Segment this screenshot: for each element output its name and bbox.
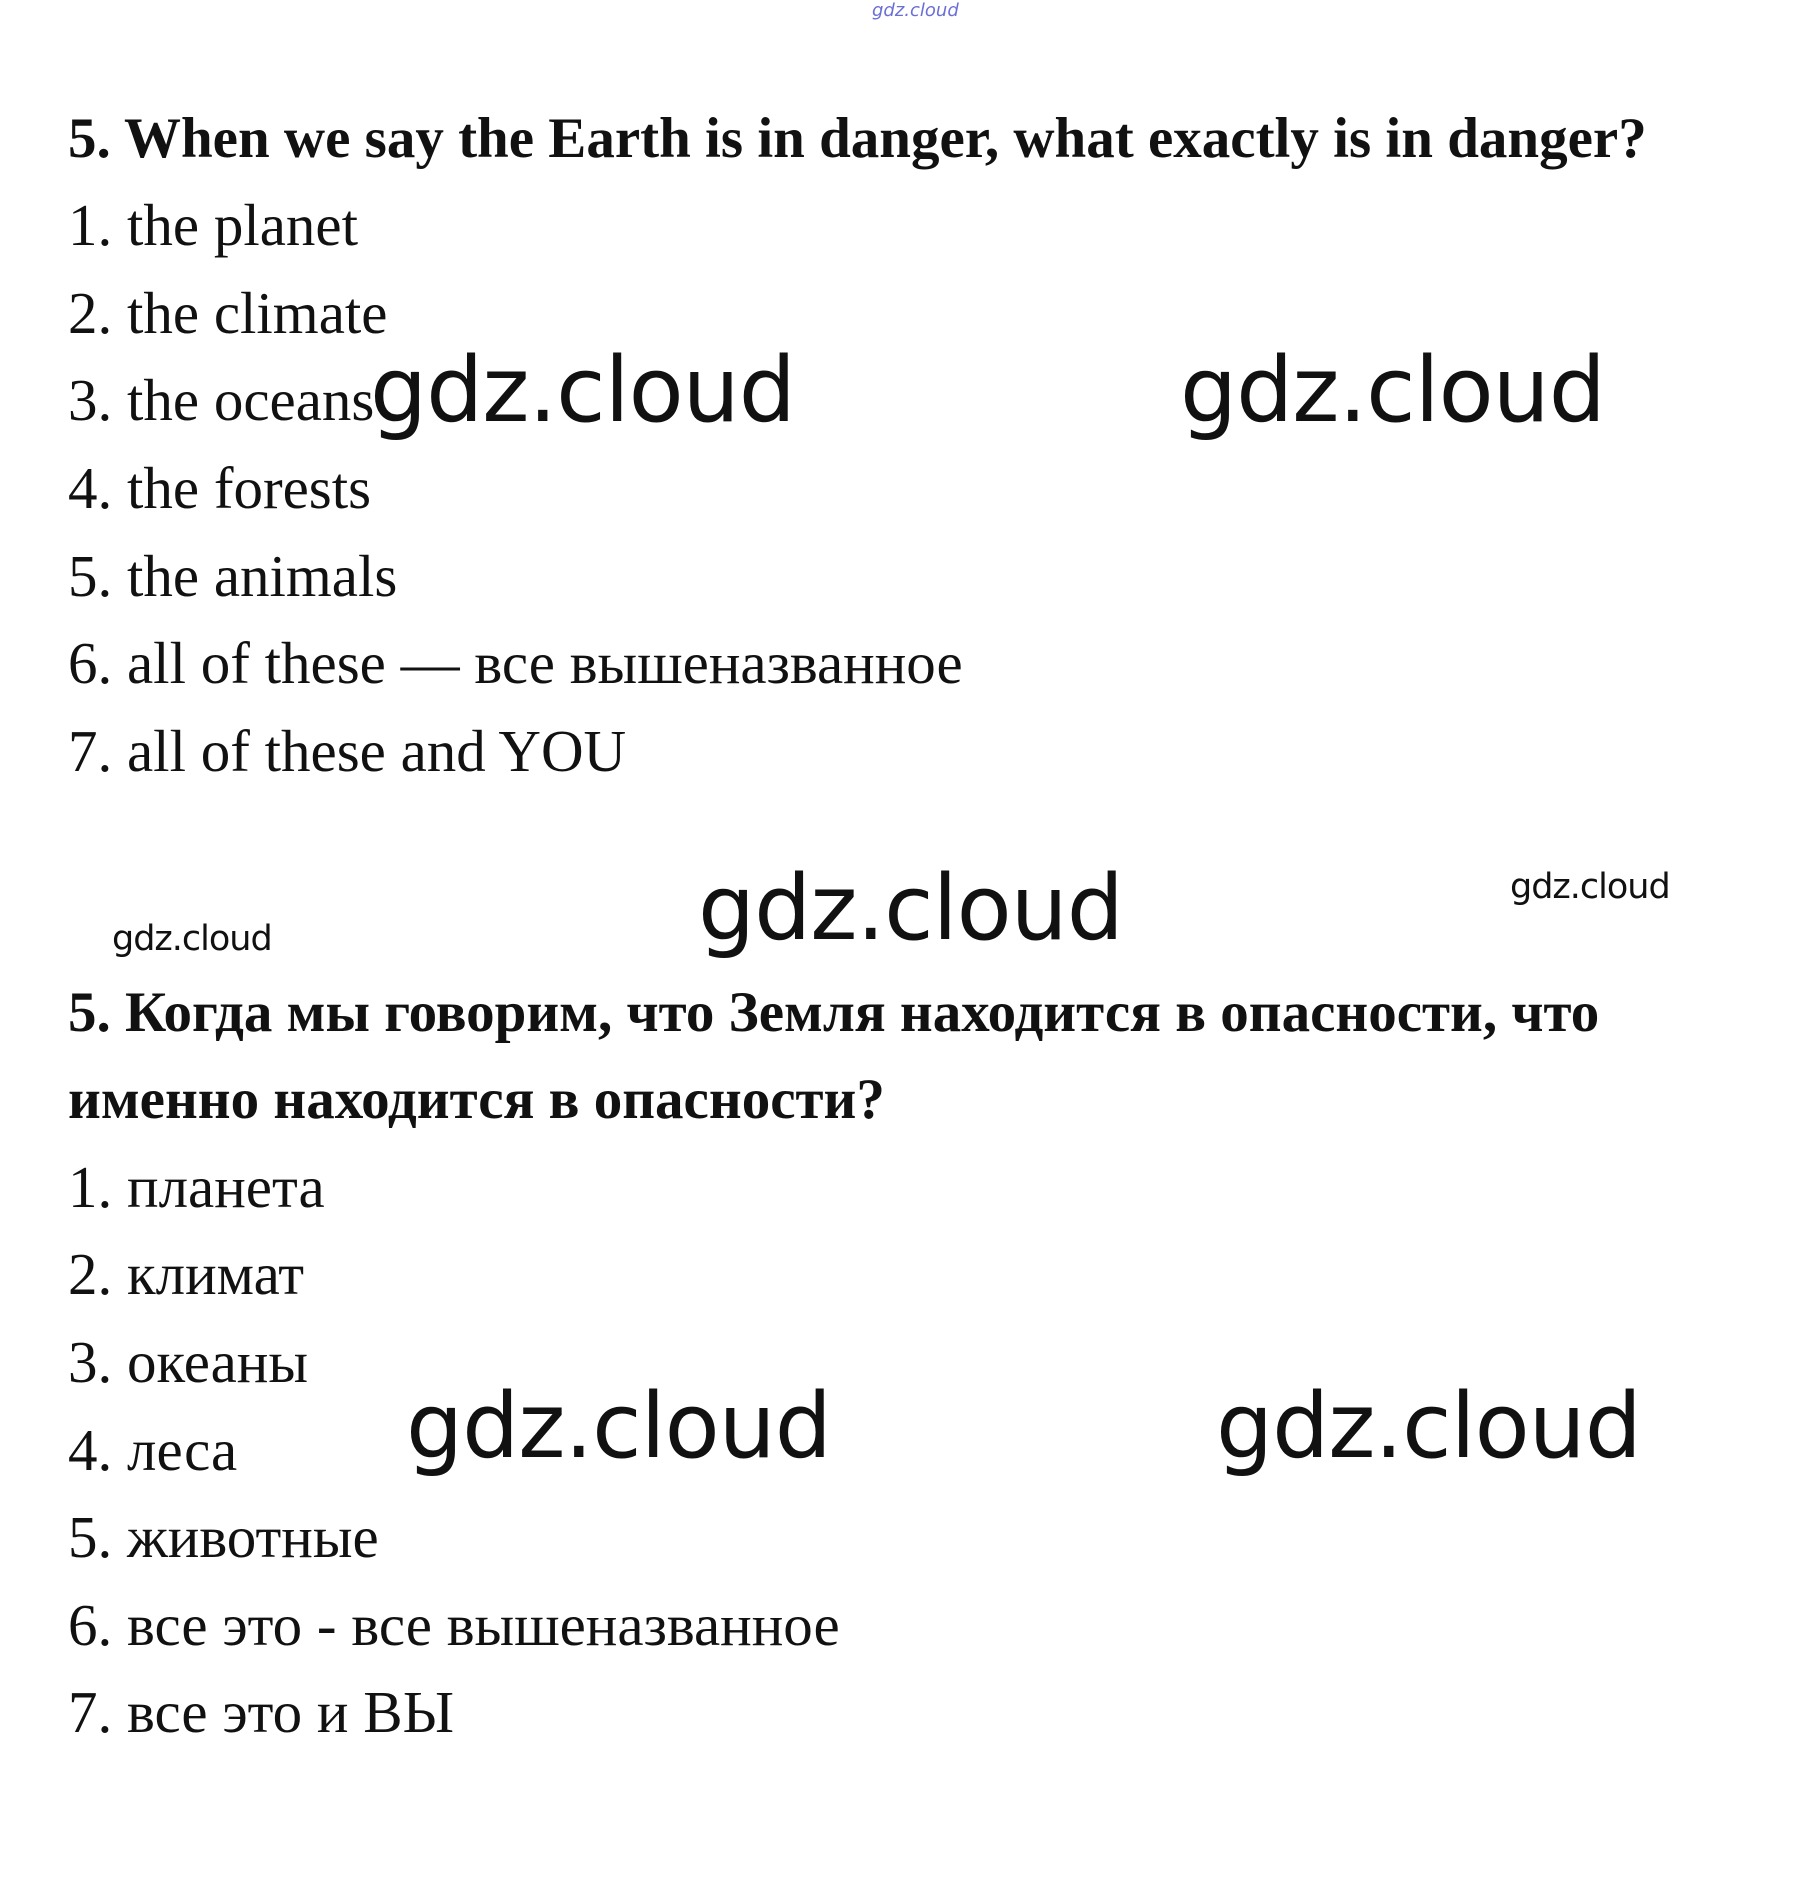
watermark-4: gdz.cloud xyxy=(1510,867,1670,907)
english-option-1: 1. the planet xyxy=(68,192,358,258)
russian-question-line1: 5. Когда мы говорим, что Земля находится в опасности, что xyxy=(68,981,1600,1044)
russian-option-1: 1. планета xyxy=(68,1154,325,1220)
watermark-2: gdz.cloud xyxy=(1180,338,1605,443)
english-question: 5. When we say the Earth is in danger, what exactly is in danger? xyxy=(68,107,1647,170)
watermark-3: gdz.cloud xyxy=(698,856,1123,961)
english-option-4: 4. the forests xyxy=(68,455,372,521)
english-option-7: 7. all of these and YOU xyxy=(68,718,627,784)
watermark-5: gdz.cloud xyxy=(112,919,272,959)
watermark-7: gdz.cloud xyxy=(1216,1374,1641,1479)
english-option-3: 3. the oceans xyxy=(68,367,375,433)
russian-option-7: 7. все это и ВЫ xyxy=(68,1679,455,1745)
english-option-5: 5. the animals xyxy=(68,543,398,609)
english-option-6: 6. all of these — все вышеназванное xyxy=(68,630,963,696)
watermark-1: gdz.cloud xyxy=(370,338,795,443)
russian-option-3: 3. океаны xyxy=(68,1329,309,1395)
russian-option-6: 6. все это - все вышеназванное xyxy=(68,1592,840,1658)
russian-option-4: 4. леса xyxy=(68,1417,238,1483)
russian-option-2: 2. климат xyxy=(68,1241,305,1307)
watermark-6: gdz.cloud xyxy=(406,1374,831,1479)
russian-option-5: 5. животные xyxy=(68,1504,379,1570)
russian-question-line2: именно находится в опасности? xyxy=(68,1068,885,1131)
english-option-2: 2. the climate xyxy=(68,280,388,346)
watermark-top: gdz.cloud xyxy=(872,0,959,21)
